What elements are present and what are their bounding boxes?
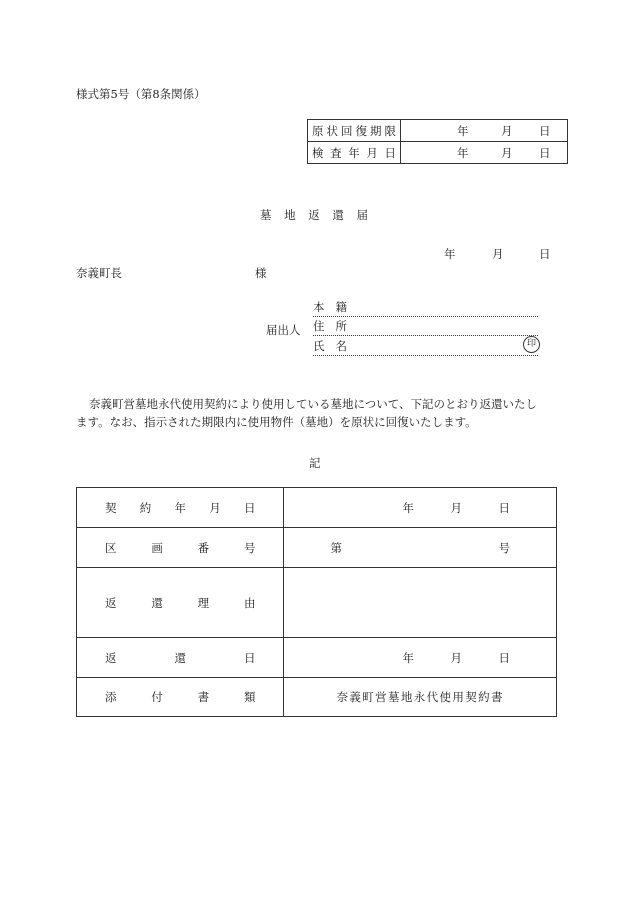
page-title: 墓 地 返 還 届 [260,208,368,222]
address-field[interactable] [313,319,538,336]
inspection-date-label: 検 査 年 月 日 [308,142,401,164]
contract-date-field[interactable]: 年 月 日 [284,488,557,528]
return-date-field[interactable]: 年 月 日 [284,638,557,678]
ki-heading: 記 [309,456,321,470]
return-date-label: 返 還 日 [77,638,284,678]
inspection-table [307,119,568,164]
domicile-label: 本 籍 [313,300,347,314]
submission-date[interactable]: 年 月 日 [444,247,551,261]
inspection-date-row [308,142,568,164]
plot-number-row [77,528,557,568]
body-text-line-2: ます。なお、指示された期限内に使用物件（墓地）を原状に回復いたします。 [76,415,477,429]
inspection-date-field[interactable]: 年 月 日 [401,142,568,164]
domicile-field[interactable] [313,300,538,317]
return-reason-field[interactable] [284,568,557,638]
return-reason-label: 返 還 理 由 [77,568,284,638]
contract-date-row [77,488,557,528]
body-text-line-1: 奈義町営墓地永代使用契約により使用している墓地について、下記のとおり返還いたし [89,397,538,411]
seal-mark-icon: 印 [523,336,540,353]
addressee-honorific: 様 [255,266,267,280]
attachments-label: 添 付 書 類 [77,678,284,717]
contract-date-label: 契 約 年 月 日 [77,488,284,528]
restoration-deadline-field[interactable]: 年 月 日 [401,120,568,142]
addressee-name: 奈義町長 [76,266,122,280]
plot-number-label: 区 画 番 号 [77,528,284,568]
return-date-row [77,638,557,678]
name-field[interactable] [313,339,538,356]
restoration-deadline-label: 原 状 回 復 期 限 [308,120,401,142]
return-details-table [76,487,557,717]
restoration-deadline-row [308,120,568,142]
applicant-label: 届出人 [266,323,301,337]
attachments-field[interactable]: 奈義町営墓地永代使用契約書 [284,678,557,717]
name-label: 氏 名 [313,339,347,353]
return-reason-row [77,568,557,638]
form-number: 様式第5号（第8条関係） [76,87,206,101]
plot-number-field[interactable]: 第 号 [284,528,557,568]
attachments-row [77,678,557,717]
address-label: 住 所 [313,319,347,333]
